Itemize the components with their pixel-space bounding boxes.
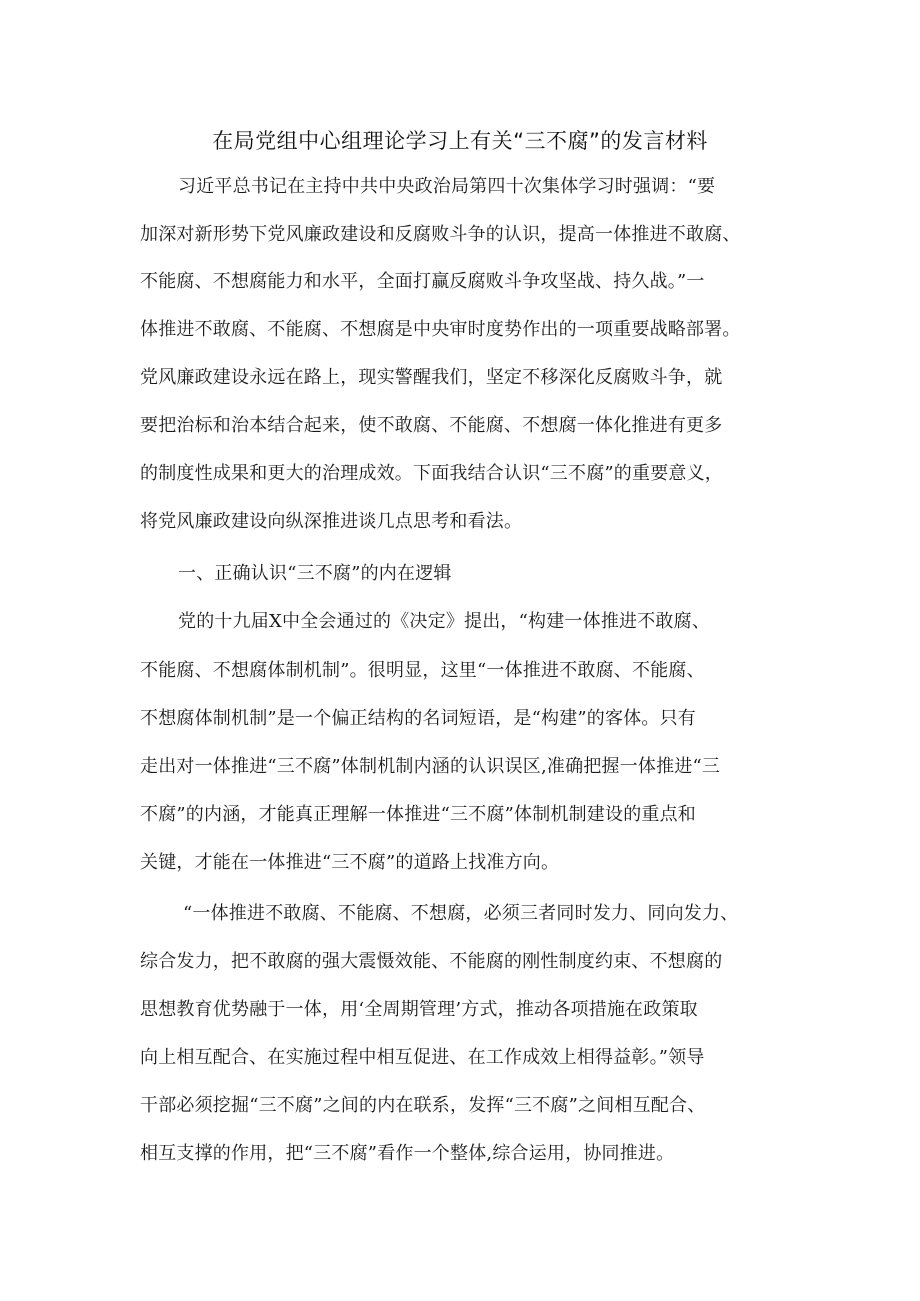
- paragraph-line: 习近平总书记在主持中共中央政治局第四十次集体学习时强调：“要: [178, 176, 716, 197]
- paragraph-line: “一体推进不敢腐、不能腐、不想腐，必须三者同时发力、同向发力、: [183, 903, 739, 924]
- paragraph-line: 的制度性成果和更大的治理成效。下面我结合认识“三不腐”的重要意义，: [140, 463, 724, 484]
- paragraph-line: 关键，才能在一体推进“三不腐”的道路上找准方向。: [140, 852, 560, 873]
- paragraph-line: 不想腐体制机制”是一个偏正结构的名词短语，是“构建”的客体。只有: [140, 708, 697, 729]
- paragraph-line: 体推进不敢腐、不能腐、不想腐是中央审时度势作出的一项重要战略部署。: [140, 319, 741, 340]
- paragraph-line: 不腐”的内涵，才能真正理解一体推进“三不腐”体制机制建设的重点和: [140, 804, 697, 825]
- paragraph-line: 不能腐、不想腐能力和水平，全面打赢反腐败斗争攻坚战、持久战。”一: [140, 271, 705, 292]
- section-heading: 一、正确认识“三不腐”的内在逻辑: [178, 563, 452, 584]
- paragraph-line: 要把治标和治本结合起来，使不敢腐、不能腐、不想腐一体化推进有更多: [140, 415, 723, 436]
- paragraph-line: 加深对新形势下党风廉政建设和反腐败斗争的认识，提高一体推进不敢腐、: [140, 224, 741, 245]
- paragraph-line: 走出对一体推进“三不腐”体制机制内涵的认识误区,准确把握一体推进“三: [140, 756, 721, 777]
- document-title: 在局党组中心组理论学习上有关“三不腐”的发言材料: [212, 129, 708, 153]
- paragraph-line: 不能腐、不想腐体制机制”。很明显，这里“一体推进不敢腐、不能腐、: [140, 660, 705, 681]
- paragraph-line: 将党风廉政建设向纵深推进谈几点思考和看法。: [140, 511, 523, 532]
- paragraph-line: 党的十九届X中全会通过的《决定》提出，“构建一体推进不敢腐、: [178, 611, 711, 632]
- paragraph-line: 党风廉政建设永远在路上，现实警醒我们，坚定不移深化反腐败斗争，就: [140, 367, 723, 388]
- paragraph-line: 向上相互配合、在实施过程中相互促进、在工作成效上相得益彰。”领导: [140, 1047, 705, 1068]
- paragraph-line: 思想教育优势融于一体，用‘全周期管理’方式，推动各项措施在政策取: [140, 999, 698, 1020]
- paragraph-line: 综合发力，把不敢腐的强大震慑效能、不能腐的刚性制度约束、不想腐的: [140, 951, 723, 972]
- paragraph-line: 干部必须挖掘“三不腐”之间的内在联系，发挥“三不腐”之间相互配合、: [140, 1095, 706, 1116]
- paragraph-line: 相互支撑的作用，把“三不腐”看作一个整体,综合运用，协同推进。: [140, 1143, 675, 1164]
